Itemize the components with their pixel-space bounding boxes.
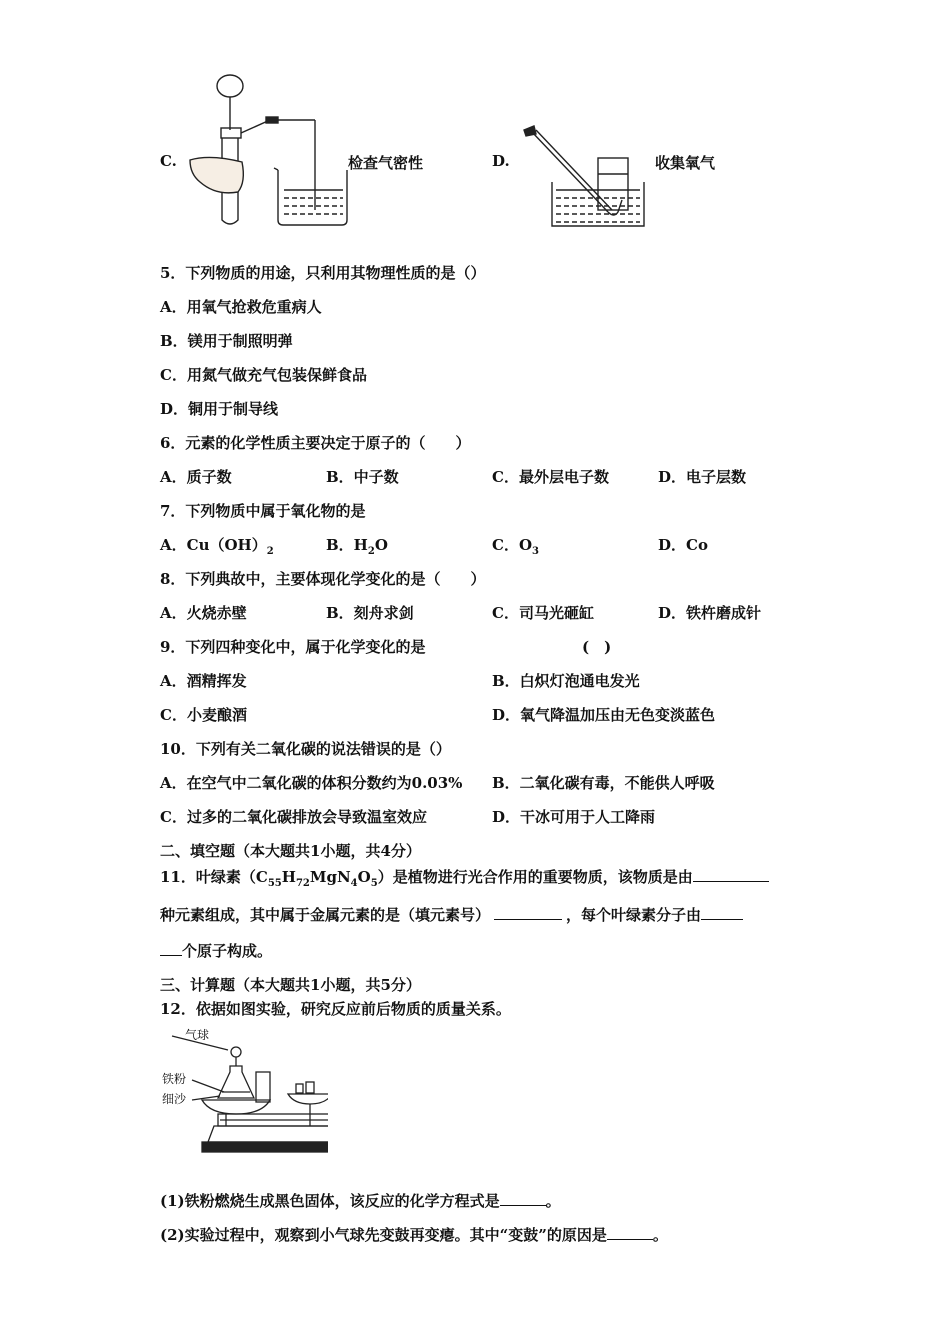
- q11-blank-2[interactable]: [494, 905, 562, 920]
- oxygen-collection-figure: [518, 120, 648, 230]
- option-c-caption: 检查气密性: [348, 154, 424, 172]
- q8-option-d: D．铁杵磨成针: [658, 604, 762, 622]
- q5-option-d: D．铜用于制导线: [160, 400, 279, 418]
- airtightness-check-figure: [180, 70, 350, 232]
- q11-line-2: 种元素组成，其中属于金属元素的是（填元素号） ，每个叶绿素分子由: [160, 904, 743, 925]
- q6-option-a: A．质子数: [160, 468, 232, 486]
- label-iron-powder: 铁粉: [162, 1072, 187, 1086]
- q11-blank-1[interactable]: [693, 867, 769, 882]
- q11-blank-3-cont[interactable]: [160, 941, 182, 956]
- q5-stem: 5．下列物质的用途，只利用其物理性质的是（）: [160, 264, 486, 282]
- option-d-label: D.: [492, 152, 510, 170]
- q7-option-b: B．$H_2O$: [326, 536, 388, 557]
- q10-option-c: C．过多的二氧化碳排放会导致温室效应: [160, 808, 427, 826]
- q9-option-b: B．白炽灯泡通电发光: [492, 672, 640, 690]
- q10-option-d: D．干冰可用于人工降雨: [492, 808, 656, 826]
- q9-option-a: A．酒精挥发: [160, 672, 247, 690]
- q8-stem: 8．下列典故中，主要体现化学变化的是（ ）: [160, 570, 486, 588]
- q7-option-d: D．Co: [658, 536, 708, 554]
- q12-stem: 12．依据如图实验，研究反应前后物质的质量关系。: [160, 1000, 511, 1018]
- q6-option-b: B．中子数: [326, 468, 399, 486]
- q10-option-b: B．二氧化碳有毒，不能供人呼吸: [492, 774, 715, 792]
- q8-option-a: A．火烧赤壁: [160, 604, 247, 622]
- label-fine-sand: 细沙: [162, 1092, 187, 1106]
- option-c-label: C.: [160, 152, 177, 170]
- option-d-caption: 收集氧气: [655, 154, 716, 172]
- q10-stem: 10．下列有关二氧化碳的说法错误的是（）: [160, 740, 451, 758]
- q11-blank-3[interactable]: [701, 905, 743, 920]
- q12-part-2: (2)实验过程中，观察到小气球先变鼓再变瘪。其中“变鼓”的原因是 。: [160, 1226, 668, 1244]
- q9-option-c: C．小麦酿酒: [160, 706, 247, 724]
- q7-option-a: A．$Cu(OH)_2$: [160, 536, 274, 557]
- q9-option-d: D．氧气降温加压由无色变淡蓝色: [492, 706, 716, 724]
- q11-line-3: 个原子构成。: [160, 940, 272, 961]
- q7-option-c: C．$O_3$: [492, 536, 539, 557]
- q12-blank-2[interactable]: [607, 1225, 653, 1240]
- section-heading-calculation: 三、计算题（本大题共1小题，共5分）: [160, 976, 421, 994]
- q5-option-a: A．用氧气抢救危重病人: [160, 298, 322, 316]
- q5-option-c: C．用氮气做充气包装保鲜食品: [160, 366, 367, 384]
- q10-option-a: A．在空气中二氧化碳的体积分数约为0.03%: [160, 774, 463, 792]
- q6-option-c: C．最外层电子数: [492, 468, 609, 486]
- q11-line-1: 11．叶绿素$(C_{55}H_{72}MgN_4O_5)$是植物进行光合作用的重要物质，该物质是由: [160, 866, 769, 889]
- section-heading-fill-in: 二、填空题（本大题共1小题，共4分）: [160, 842, 421, 860]
- label-balloon: 气球: [185, 1028, 210, 1042]
- q6-stem: 6．元素的化学性质主要决定于原子的（ ）: [160, 434, 471, 452]
- q9-stem: 9．下列四种变化中，属于化学变化的是: [160, 638, 426, 656]
- q12-blank-1[interactable]: [500, 1191, 546, 1206]
- q8-option-c: C．司马光砸缸: [492, 604, 594, 622]
- q6-option-d: D．电子层数: [658, 468, 747, 486]
- q12-part-1: (1)铁粉燃烧生成黑色固体，该反应的化学方程式是 。: [160, 1192, 561, 1210]
- q5-option-b: B．镁用于制照明弹: [160, 332, 293, 350]
- q7-stem: 7．下列物质中属于氧化物的是: [160, 502, 366, 520]
- q8-option-b: B．刻舟求剑: [326, 604, 414, 622]
- q9-answer-paren: ( ): [582, 638, 612, 656]
